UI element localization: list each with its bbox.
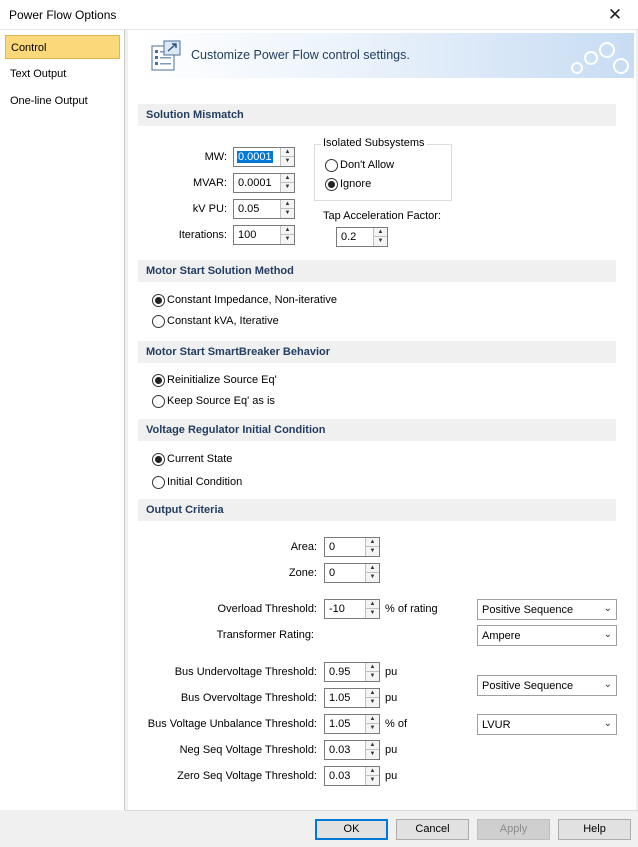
- mvar-spinner[interactable]: [233, 173, 295, 193]
- spin-up-icon[interactable]: ▲: [366, 663, 379, 672]
- spinner-buttons: [373, 228, 387, 246]
- bus-overvoltage-label: Bus Overvoltage Threshold:: [180, 692, 317, 704]
- window-title: Power Flow Options: [9, 8, 117, 22]
- iterations-spinner[interactable]: [233, 225, 295, 245]
- radio-indicator[interactable]: [152, 294, 165, 307]
- chevron-down-icon[interactable]: ⌄: [603, 629, 612, 640]
- zone-value[interactable]: 0: [329, 567, 336, 579]
- spin-down-icon[interactable]: ▼: [284, 210, 291, 216]
- spin-down-icon[interactable]: ▼: [369, 725, 376, 731]
- spinner-buttons: [365, 689, 379, 707]
- spinner-buttons: [280, 148, 294, 166]
- neg-seq-unit: pu: [385, 744, 398, 756]
- spinner-buttons: [365, 741, 379, 759]
- spin-down-icon[interactable]: ▼: [284, 236, 291, 242]
- mvar-value[interactable]: 0.0001: [238, 177, 272, 189]
- bus-unbalance-label: Bus Voltage Unbalance Threshold:: [147, 718, 317, 730]
- spin-down-icon[interactable]: ▼: [369, 673, 376, 679]
- section-header-voltage-regulator: Voltage Regulator Initial Condition: [138, 419, 616, 441]
- bus-undervoltage-spinner[interactable]: [324, 662, 380, 682]
- bus-overvoltage-value[interactable]: 1.05: [329, 692, 351, 704]
- transformer-rating-value: Ampere: [482, 630, 521, 642]
- unbalance-type-select[interactable]: [477, 714, 617, 735]
- spin-down-icon[interactable]: ▼: [284, 158, 291, 164]
- radio-indicator[interactable]: [152, 315, 165, 328]
- zone-spinner[interactable]: [324, 563, 380, 583]
- title-bar: [0, 0, 638, 30]
- area-value[interactable]: 0: [329, 541, 336, 553]
- spin-up-icon[interactable]: ▲: [366, 715, 379, 724]
- section-header-output-criteria: Output Criteria: [138, 499, 616, 521]
- banner-text: Customize Power Flow control settings.: [191, 48, 410, 62]
- spin-up-icon[interactable]: ▲: [366, 564, 379, 573]
- spin-up-icon[interactable]: ▲: [281, 174, 294, 183]
- iterations-label: Iterations:: [178, 229, 227, 241]
- spin-up-icon[interactable]: ▲: [281, 200, 294, 209]
- nav-item-label: Text Output: [10, 68, 67, 80]
- area-spinner[interactable]: [324, 537, 380, 557]
- tap-acceleration-spinner[interactable]: [336, 227, 388, 247]
- spinner-buttons: [280, 226, 294, 244]
- kvpu-label: kV PU:: [192, 203, 227, 215]
- chevron-down-icon[interactable]: ⌄: [603, 679, 612, 690]
- radio-label: Current State: [167, 453, 233, 465]
- spin-up-icon[interactable]: ▲: [374, 228, 387, 237]
- spin-down-icon[interactable]: ▼: [369, 610, 376, 616]
- spin-up-icon[interactable]: ▲: [281, 148, 294, 157]
- mw-label: MW:: [204, 151, 227, 163]
- bus-voltage-sequence-select[interactable]: [477, 675, 617, 696]
- chevron-down-icon[interactable]: ⌄: [603, 603, 612, 614]
- overload-threshold-value[interactable]: -10: [329, 603, 345, 615]
- neg-seq-spinner[interactable]: [324, 740, 380, 760]
- spin-down-icon[interactable]: ▼: [377, 238, 384, 244]
- bus-overvoltage-unit: pu: [385, 692, 398, 704]
- spin-down-icon[interactable]: ▼: [369, 777, 376, 783]
- radio-indicator[interactable]: [152, 395, 165, 408]
- radio-indicator[interactable]: [152, 453, 165, 466]
- bus-undervoltage-label: Bus Undervoltage Threshold:: [174, 666, 317, 678]
- mvar-label: MVAR:: [192, 177, 227, 189]
- iterations-value[interactable]: 100: [238, 229, 257, 241]
- neg-seq-value[interactable]: 0.03: [329, 744, 351, 756]
- spinner-buttons: [365, 663, 379, 681]
- zone-label: Zone:: [288, 567, 317, 579]
- overload-threshold-spinner[interactable]: [324, 599, 380, 619]
- overload-sequence-value: Positive Sequence: [482, 604, 574, 616]
- radio-label: Constant Impedance, Non-iterative: [167, 294, 337, 306]
- radio-indicator[interactable]: [152, 476, 165, 489]
- zero-seq-unit: pu: [385, 770, 398, 782]
- radio-indicator[interactable]: [152, 374, 165, 387]
- decorative-circles-icon: [565, 38, 633, 78]
- zero-seq-label: Zero Seq Voltage Threshold:: [177, 770, 317, 782]
- radio-label: Constant kVA, Iterative: [167, 315, 279, 327]
- isolated-subsystems-group: [314, 137, 452, 201]
- bus-unbalance-value[interactable]: 1.05: [329, 718, 351, 730]
- chevron-down-icon[interactable]: ⌄: [603, 718, 612, 729]
- zero-seq-value[interactable]: 0.03: [329, 770, 351, 782]
- neg-seq-label: Neg Seq Voltage Threshold:: [179, 744, 317, 756]
- spinner-buttons: [365, 564, 379, 582]
- spin-up-icon[interactable]: ▲: [366, 689, 379, 698]
- nav-pane: [0, 30, 125, 810]
- section-header-solution-mismatch: Solution Mismatch: [138, 104, 616, 126]
- radio-label: Keep Source Eq' as is: [167, 395, 275, 407]
- section-header-smartbreaker: Motor Start SmartBreaker Behavior: [138, 341, 616, 363]
- overload-threshold-label: Overload Threshold:: [217, 603, 317, 615]
- help-button[interactable]: Help: [558, 819, 631, 840]
- tap-acceleration-label: Tap Acceleration Factor:: [323, 210, 442, 222]
- cancel-button[interactable]: Cancel: [396, 819, 469, 840]
- spin-down-icon[interactable]: ▼: [369, 699, 376, 705]
- spin-up-icon[interactable]: ▲: [366, 538, 379, 547]
- unbalance-type-value: LVUR: [482, 719, 511, 731]
- ok-button[interactable]: OK: [315, 819, 388, 840]
- overload-sequence-select[interactable]: [477, 599, 617, 620]
- radio-label: Don't Allow: [340, 159, 395, 171]
- spinner-buttons: [365, 538, 379, 556]
- spin-up-icon[interactable]: ▲: [366, 600, 379, 609]
- spinner-buttons: [365, 767, 379, 785]
- section-header-motor-start-method: Motor Start Solution Method: [138, 260, 616, 282]
- spinner-buttons: [280, 200, 294, 218]
- spin-down-icon[interactable]: ▼: [284, 184, 291, 190]
- transformer-rating-select[interactable]: [477, 625, 617, 646]
- bus-unbalance-unit: % of: [385, 718, 408, 730]
- bus-unbalance-spinner[interactable]: [324, 714, 380, 734]
- bus-voltage-sequence-value: Positive Sequence: [482, 680, 574, 692]
- transformer-rating-label: Transformer Rating:: [216, 629, 314, 641]
- spin-down-icon[interactable]: ▼: [369, 548, 376, 554]
- nav-item-label: One-line Output: [10, 95, 88, 107]
- radio-label: Reinitialize Source Eq': [167, 374, 277, 386]
- apply-button[interactable]: Apply: [477, 819, 550, 840]
- mw-spinner[interactable]: [233, 147, 295, 167]
- radio-label: Ignore: [340, 178, 372, 190]
- nav-item-text-output[interactable]: [5, 62, 120, 86]
- spinner-buttons: [365, 715, 379, 733]
- nav-item-one-line-output[interactable]: [5, 89, 120, 113]
- bus-undervoltage-unit: pu: [385, 666, 398, 678]
- spinner-buttons: [365, 600, 379, 618]
- radio-label: Initial Condition: [167, 476, 243, 488]
- bus-undervoltage-value[interactable]: 0.95: [329, 666, 351, 678]
- radio-indicator[interactable]: [325, 159, 338, 172]
- tap-acceleration-value[interactable]: 0.2: [341, 231, 357, 243]
- settings-document-icon: [150, 40, 182, 72]
- mw-value[interactable]: 0.0001: [238, 151, 272, 163]
- zero-seq-spinner[interactable]: [324, 766, 380, 786]
- bus-overvoltage-spinner[interactable]: [324, 688, 380, 708]
- spin-up-icon[interactable]: ▲: [366, 741, 379, 750]
- nav-item-label: Control: [11, 42, 47, 54]
- nav-item-control[interactable]: [5, 35, 120, 59]
- close-icon[interactable]: ✕: [607, 5, 623, 24]
- spin-down-icon[interactable]: ▼: [369, 751, 376, 757]
- spin-up-icon[interactable]: ▲: [366, 767, 379, 776]
- area-label: Area:: [290, 541, 317, 553]
- spinner-buttons: [280, 174, 294, 192]
- kvpu-spinner[interactable]: [233, 199, 295, 219]
- spin-down-icon[interactable]: ▼: [369, 574, 376, 580]
- isolated-subsystems-legend: Isolated Subsystems: [323, 137, 425, 149]
- radio-indicator[interactable]: [325, 178, 338, 191]
- spin-up-icon[interactable]: ▲: [281, 226, 294, 235]
- overload-unit: % of rating: [385, 603, 438, 615]
- kvpu-value[interactable]: 0.05: [238, 203, 260, 215]
